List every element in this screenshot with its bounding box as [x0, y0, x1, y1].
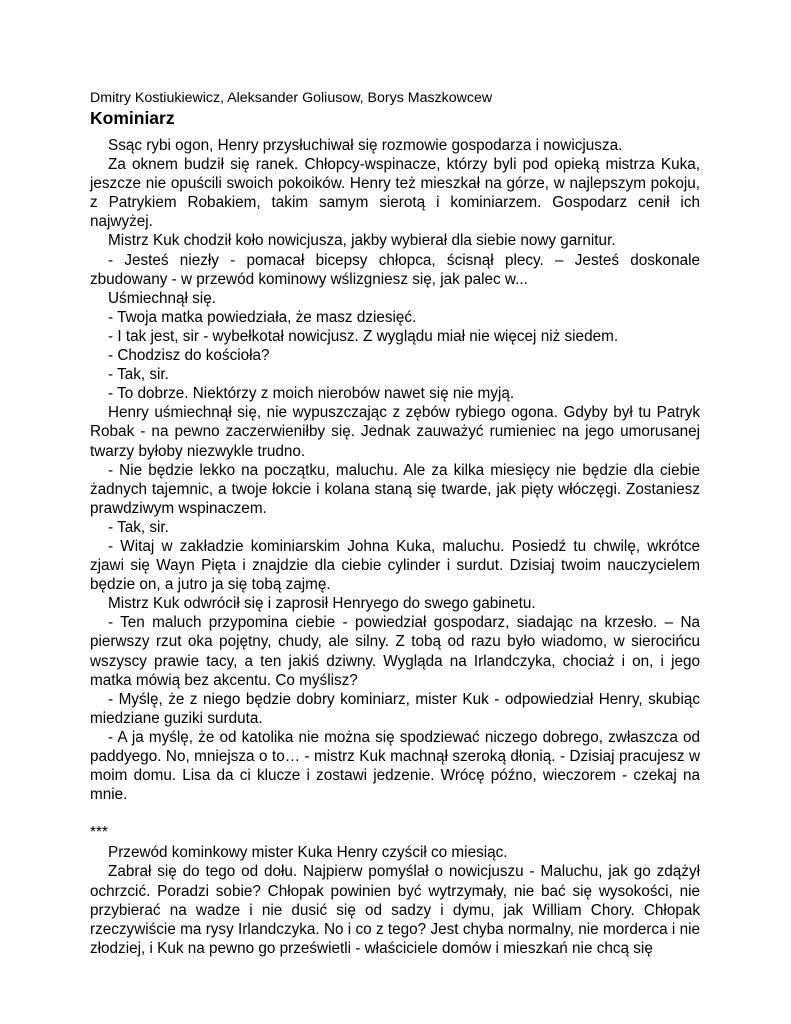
paragraph: - Ten maluch przypomina ciebie - powiedział gospodarz, siadając na krzesło. – Na pierwszy rzut oka pojętny, chudy, ale silny. Z tobą od razu było wiadomo, w sierocińcu wszyscy prawie tacy, a ten jakiś dziwny. Wygląda na Irlandczyka, chociaż i on, i jego matka mówią bez akcentu. Co myślisz?	[90, 614, 700, 689]
paragraph: - Chodzisz do kościoła?	[108, 347, 270, 365]
paragraph: - Jesteś niezły - pomacał bicepsy chłopca, ścisnął plecy. – Jesteś doskonale zbudowany - w przewód kominowy wślizgniesz się, jak palec w...	[90, 251, 700, 288]
paragraph: Henry uśmiechnął się, nie wypuszczając z zębów rybiego ogona. Gdyby był tu Patryk Robak - na pewno zaczerwieniłby się. Jednak zauważyć rumieniec na jego umorusanej twarzy byłoby niezwykle trudno.	[90, 404, 700, 460]
paragraph: - Nie będzie lekko na początku, maluchu. Ale za kilka miesięcy nie będzie dla ciebie żadnych tajemnic, a twoje łokcie i kolana staną się twarde, jak pięty włóczęgi. Zostaniesz prawdziwym wspinaczem.	[90, 461, 700, 517]
paragraph: - Witaj w zakładzie kominiarskim Johna Kuka, maluchu. Posiedź tu chwilę, wkrótce zjawi się Wayn Pięta i znajdzie dla ciebie cylinder i surdut. Dzisiaj twoim nauczycielem będzie on, a jutro ja się tobą zajmę.	[90, 537, 700, 594]
paragraph: Uśmiechnął się.	[108, 289, 216, 307]
paragraph: - Twoja matka powiedziała, że masz dziesięć.	[108, 308, 417, 326]
paragraph: - Myślę, że z niego będzie dobry kominiarz, mister Kuk - odpowiedział Henry, skubiąc miedziane guziki surduta.	[90, 690, 700, 727]
paragraph: - To dobrze. Niektórzy z moich nierobów nawet się nie myją.	[108, 385, 515, 403]
paragraph: Mistrz Kuk chodził koło nowicjusza, jakby wybierał dla siebie nowy garnitur.	[108, 232, 616, 250]
authors-line: Dmitry Kostiukiewicz, Aleksander Goliusow, Borys Maszkowcew	[90, 90, 493, 106]
paragraph: - I tak jest, sir - wybełkotał nowicjusz. Z wyglądu miał nie więcej niż siedem.	[108, 327, 619, 345]
paragraph: - A ja myślę, że od katolika nie można się spodziewać niczego dobrego, zwłaszcza od paddyego. No, mniejsza o to… - mistrz Kuk machnął szeroką dłonią. - Dzisiaj pracujesz w moim domu. Lisa da ci klucze i zostawi jedzenie. Wrócę późno, wieczorem - czekaj na mnie.	[90, 728, 700, 804]
paragraph: Za oknem budził się ranek. Chłopcy-wspinacze, którzy byli pod opieką mistrza Kuka, jeszcze nie opuścili swoich pokoików. Henry też mieszkał na górze, w najlepszym pokoju, z Patrykiem Robakiem, takim samym sierotą i kominiarzem. Gospodarz cenił ich najwyżej.	[90, 156, 700, 231]
section-gap	[90, 804, 700, 823]
paragraph: Mistrz Kuk odwrócił się i zaprosił Henryego do swego gabinetu.	[108, 595, 536, 613]
document-title: Kominiarz	[90, 108, 175, 128]
paragraph: - Tak, sir.	[108, 366, 169, 384]
paragraph: Przewód kominkowy mister Kuka Henry czyścił co miesiąc.	[108, 844, 508, 862]
paragraph: Ssąc rybi ogon, Henry przysłuchiwał się rozmowie gospodarza i nowicjusza.	[108, 137, 623, 154]
paragraph: Zabrał się do tego od dołu. Najpierw pomyślał o nowicjuszu - Maluchu, jak go zdążył ochrzcić. Poradzi sobie? Chłopak powinien być wytrzymały, nie bać się wysokości, nie przybierać na wadze i nie dusić się od sadzy i dymu, jak William Chory. Chłopak rzeczywiście ma rysy Irlandczyka. No i co z tego? Jest chyba normalny, nie morderca i nie złodziej, i Kuk na pewno go prześwietli - właściciele domów i mieszkań nie chcą się	[90, 863, 700, 957]
section-separator: ***	[90, 824, 108, 842]
document-page	[90, 89, 700, 958]
paragraph: - Tak, sir.	[108, 518, 169, 536]
